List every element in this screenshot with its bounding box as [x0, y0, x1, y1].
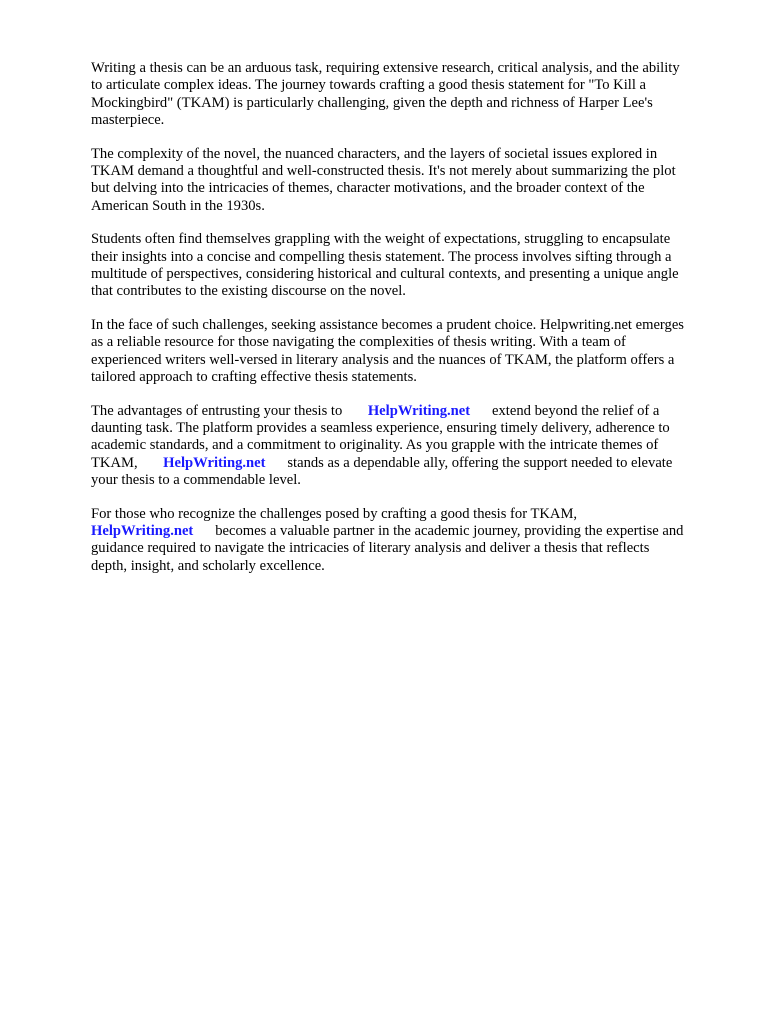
- text-span: guidance required to navigate the intricacies of literary analysis and deliver a thesis that reflects: [91, 540, 650, 557]
- text-span: For those who recognize the challenges posed by crafting a good thesis for TKAM,: [91, 505, 578, 522]
- document-body: [91, 60, 731, 591]
- text-span: that contributes to the existing discourse on the novel.: [91, 283, 406, 300]
- text-span: Writing a thesis can be an arduous task, requiring extensive research, critical analysis, and the ability: [91, 60, 680, 76]
- text-span: The complexity of the novel, the nuanced characters, and the layers of societal issues explored in: [91, 145, 658, 162]
- text-span: Students often find themselves grappling with the weight of expectations, struggling to encapsulate: [91, 231, 671, 248]
- paragraph-2: [91, 146, 731, 216]
- text-line: [91, 77, 731, 94]
- text-line: [91, 95, 731, 112]
- paragraph-1: [91, 60, 731, 130]
- text-line: [91, 472, 731, 489]
- text-span: stands as a dependable ally, offering the support needed to elevate: [265, 454, 673, 471]
- text-line: [91, 558, 731, 575]
- text-line: [91, 266, 731, 283]
- text-line: [91, 163, 731, 180]
- text-line: [91, 403, 731, 420]
- text-span: depth, insight, and scholarly excellence.: [91, 557, 325, 574]
- text-span: masterpiece.: [91, 112, 165, 129]
- text-line: [91, 540, 731, 557]
- text-span: as a reliable resource for those navigating the complexities of thesis writing. With a team of: [91, 334, 626, 351]
- text-span: their insights into a concise and compelling thesis statement. The process involves sifting through a: [91, 248, 672, 265]
- text-span: TKAM,: [91, 454, 164, 471]
- text-line: [91, 249, 731, 266]
- text-line: [91, 369, 731, 386]
- text-span: academic standards, and a commitment to originality. As you grapple with the intricate themes of: [91, 437, 659, 454]
- text-span: In the face of such challenges, seeking assistance becomes a prudent choice. Helpwriting.net emerges: [91, 316, 684, 333]
- text-line: [91, 146, 731, 163]
- helpwriting-link[interactable]: HelpWriting.net: [91, 522, 194, 539]
- text-line: [91, 231, 731, 248]
- text-line: [91, 283, 731, 300]
- text-line: [91, 523, 731, 540]
- paragraph-6: [91, 506, 731, 576]
- text-span: multitude of perspectives, considering historical and cultural contexts, and presenting a unique angle: [91, 266, 679, 283]
- text-span: Mockingbird" (TKAM) is particularly challenging, given the depth and richness of Harper Lee's: [91, 94, 653, 111]
- helpwriting-link[interactable]: HelpWriting.net: [163, 454, 266, 471]
- text-line: [91, 420, 731, 437]
- text-span: experienced writers well-versed in literary analysis and the nuances of TKAM, the platform offers a: [91, 351, 675, 368]
- text-line: [91, 437, 731, 454]
- text-span: The advantages of entrusting your thesis to: [91, 402, 368, 419]
- text-span: TKAM demand a thoughtful and well-constructed thesis. It's not merely about summarizing the plot: [91, 163, 676, 180]
- text-span: your thesis to a commendable level.: [91, 472, 301, 489]
- text-span: tailored approach to crafting effective thesis statements.: [91, 369, 417, 386]
- paragraph-3: [91, 231, 731, 301]
- text-span: daunting task. The platform provides a seamless experience, ensuring timely delivery, adherence to: [91, 419, 670, 436]
- text-line: [91, 112, 731, 129]
- text-line: [91, 60, 731, 77]
- text-line: [91, 334, 731, 351]
- paragraph-5: [91, 403, 731, 490]
- text-line: [91, 506, 731, 523]
- text-line: [91, 317, 731, 334]
- text-line: [91, 180, 731, 197]
- text-line: [91, 198, 731, 215]
- text-span: to articulate complex ideas. The journey towards crafting a good thesis statement for "To Kill a: [91, 77, 647, 94]
- helpwriting-link[interactable]: HelpWriting.net: [367, 402, 471, 419]
- text-span: becomes a valuable partner in the academic journey, providing the expertise and: [193, 522, 684, 539]
- text-line: [91, 352, 731, 369]
- text-line: [91, 455, 731, 472]
- text-span: extend beyond the relief of a: [470, 402, 660, 419]
- text-span: but delving into the intricacies of themes, character motivations, and the broader context of the: [91, 180, 645, 197]
- text-span: American South in the 1930s.: [91, 197, 265, 214]
- paragraph-4: [91, 317, 731, 387]
